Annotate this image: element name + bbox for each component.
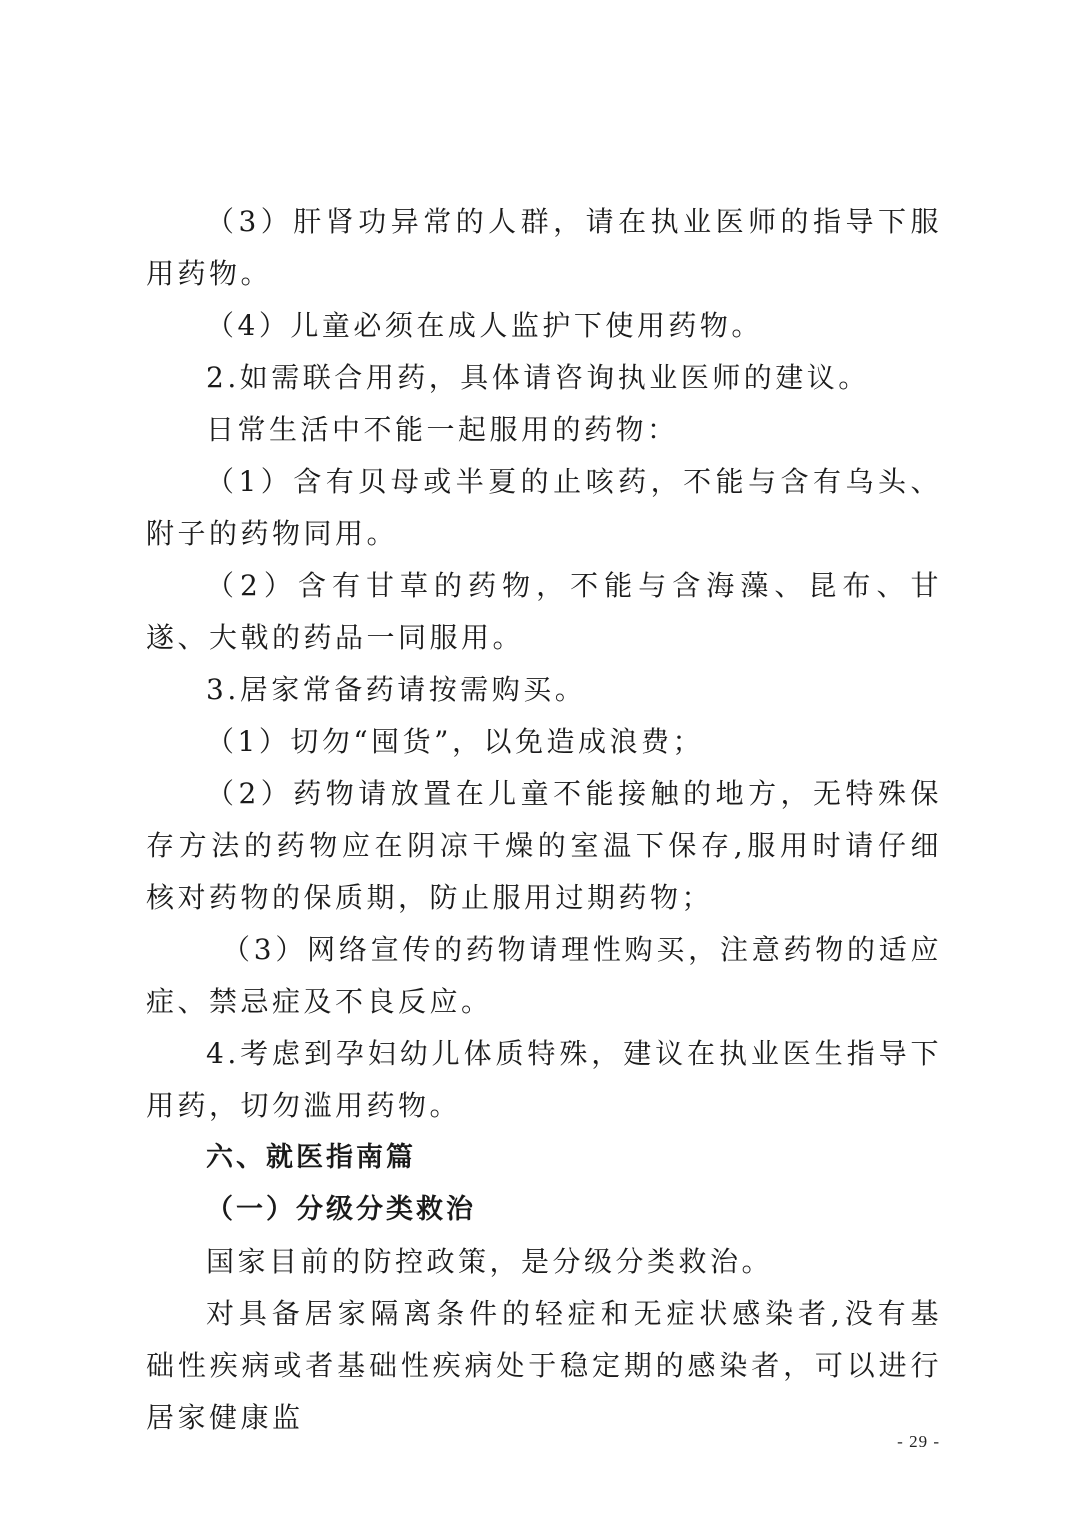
paragraph-children-supervision: （4）儿童必须在成人监护下使用药物。 [206,309,763,342]
paragraph-incompatible-2: （2）含有甘草的药物，不能与含海藻、昆布、甘遂、大戟的药品一同服用。 [146,569,942,654]
paragraph-incompatible-1: （1）含有贝母或半夏的止咳药，不能与含有乌头、附子的药物同用。 [146,465,942,550]
page-body [146,196,942,1444]
paragraph-home-isolation: 对具备居家隔离条件的轻症和无症状感染者,没有基础性疾病或者基础性疾病处于稳定期的感染者，可以进行居家健康监 [146,1297,942,1434]
page-number: - 29 - [897,1432,940,1451]
paragraph-incompatible-drugs-intro: 日常生活中不能一起服用的药物： [206,413,679,446]
subsection-heading: （一）分级分类救治 [206,1194,476,1225]
paragraph-storage: （2）药物请放置在儿童不能接触的地方，无特殊保存方法的药物应在阴凉干燥的室温下保存,服用时请仔细核对药物的保质期，防止服用过期药物； [146,777,942,914]
paragraph-liver-kidney: （3）肝肾功异常的人群，请在执业医师的指导下服用药物。 [146,205,942,290]
paragraph-online-purchase: （3）网络宣传的药物请理性购买，注意药物的适应症、禁忌症及不良反应。 [146,933,942,1018]
paragraph-pregnant-children: 4.考虑到孕妇幼儿体质特殊，建议在执业医生指导下用药，切勿滥用药物。 [146,1037,942,1122]
paragraph-combined-medication: 2.如需联合用药，具体请咨询执业医师的建议。 [206,361,870,394]
paragraph-policy: 国家目前的防控政策，是分级分类救治。 [206,1245,774,1278]
section-heading: 六、就医指南篇 [206,1142,416,1173]
paragraph-no-hoarding: （1）切勿“囤货”，以免造成浪费； [206,725,704,758]
paragraph-home-medicine: 3.居家常备药请按需购买。 [206,673,587,706]
